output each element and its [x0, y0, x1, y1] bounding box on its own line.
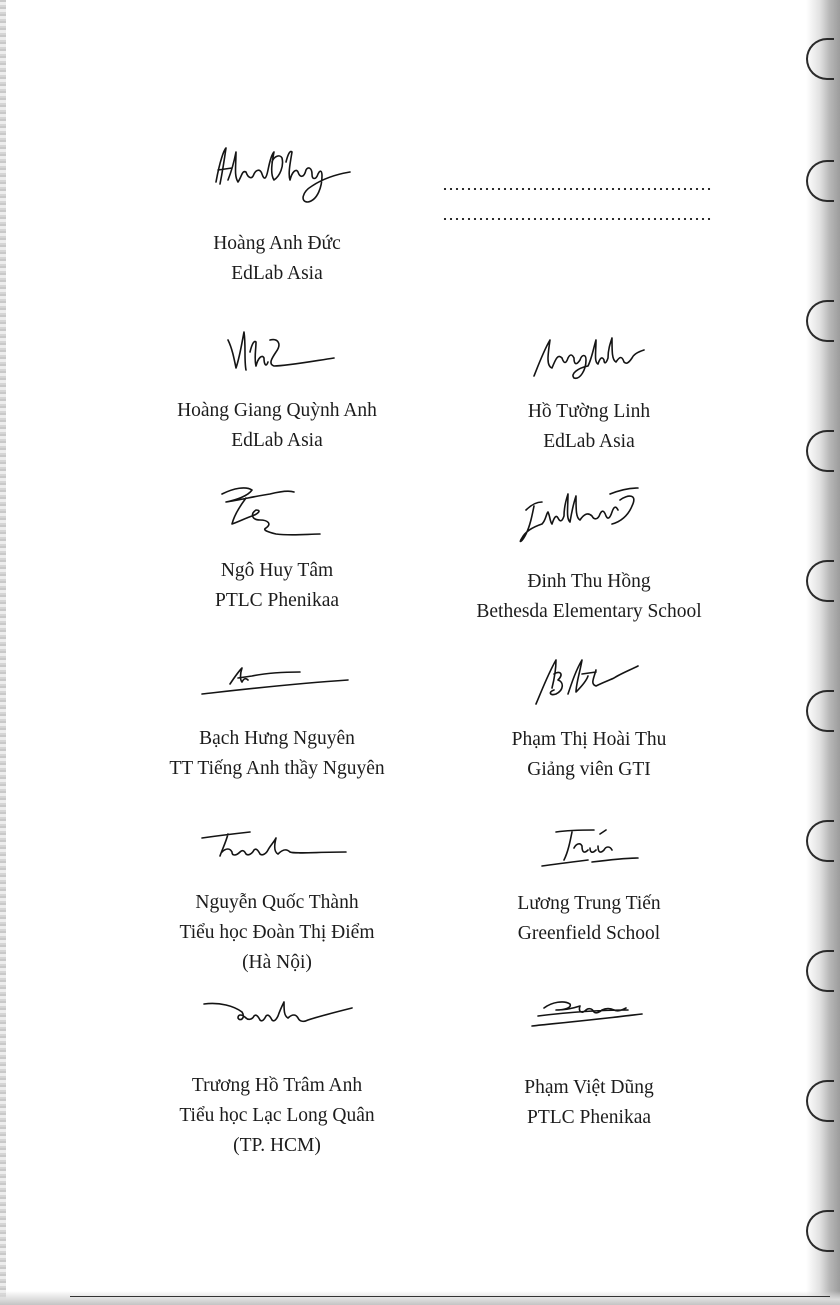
signature-dinh-thu-hong: [512, 480, 644, 558]
signature-nguyen-quoc-thanh: [198, 824, 348, 866]
scan-bottom-edge: [0, 1291, 840, 1305]
signatory-org-location: (TP. HCM): [233, 1135, 321, 1156]
signatory-name: Trương Hồ Trâm Anh: [191, 1075, 363, 1096]
signature-luong-trung-tien: [536, 822, 642, 874]
signatory-name: Phạm Thị Hoài Thu: [511, 729, 667, 750]
signatory-org: Giảng viên GTI: [527, 759, 651, 780]
signatory-entry: [127, 229, 427, 289]
signature-pham-viet-dung: [530, 990, 645, 1032]
signatory-name: Hoàng Giang Quỳnh Anh: [177, 400, 377, 421]
signature-hoang-anh-duc: [208, 140, 358, 210]
signature-ho-tuong-linh: [530, 328, 650, 388]
signatory-entry: [439, 567, 739, 627]
signature-pham-thi-hoai-thu: [530, 652, 645, 710]
signature-bach-hung-nguyen: [198, 658, 353, 700]
signatory-org: EdLab Asia: [231, 430, 323, 451]
signatory-name: Nguyễn Quốc Thành: [195, 892, 359, 913]
signatory-org: PTLC Phenikaa: [214, 590, 340, 611]
signatory-org: Tiểu học Lạc Long Quân: [179, 1105, 375, 1126]
scan-bottom-line: [70, 1296, 830, 1297]
signatory-entry: [127, 556, 427, 616]
signatory-org: PTLC Phenikaa: [526, 1107, 652, 1128]
signatory-entry: [127, 396, 427, 456]
signatory-org: TT Tiếng Anh thầy Nguyên: [169, 758, 385, 779]
signatory-name: Phạm Việt Dũng: [524, 1077, 654, 1098]
signatory-entry: [439, 889, 739, 949]
signatory-entry: [439, 1073, 739, 1133]
signatory-name: Bạch Hưng Nguyên: [199, 728, 355, 749]
signatory-org: EdLab Asia: [231, 263, 323, 284]
signatory-org: Tiểu học Đoàn Thị Điểm: [179, 922, 375, 943]
signatory-org-location: (Hà Nội): [242, 952, 312, 973]
signatory-org: Bethesda Elementary School: [476, 601, 702, 622]
signatory-name: Ngô Huy Tâm: [220, 560, 334, 581]
signature-ngo-huy-tam: [216, 480, 336, 542]
signatory-entry: [439, 725, 739, 785]
scan-left-edge: [0, 0, 6, 1305]
signatory-org: Greenfield School: [517, 923, 661, 944]
signatory-name: Lương Trung Tiến: [517, 893, 661, 914]
signatory-name: Hồ Tường Linh: [527, 401, 651, 422]
signatory-entry: [127, 724, 427, 784]
signatory-org: EdLab Asia: [543, 431, 635, 452]
signatory-entry: [127, 1071, 427, 1161]
blank-name-line: [442, 188, 712, 190]
signatory-entry: [127, 888, 427, 978]
blank-org-line: [442, 218, 712, 220]
signatory-name: Đinh Thu Hồng: [527, 571, 651, 592]
signatory-entry: [439, 397, 739, 457]
signature-hoang-giang-quynh-anh: [222, 322, 342, 382]
signatory-name: Hoàng Anh Đức: [213, 233, 341, 254]
signature-truong-ho-tram-anh: [200, 992, 355, 1034]
